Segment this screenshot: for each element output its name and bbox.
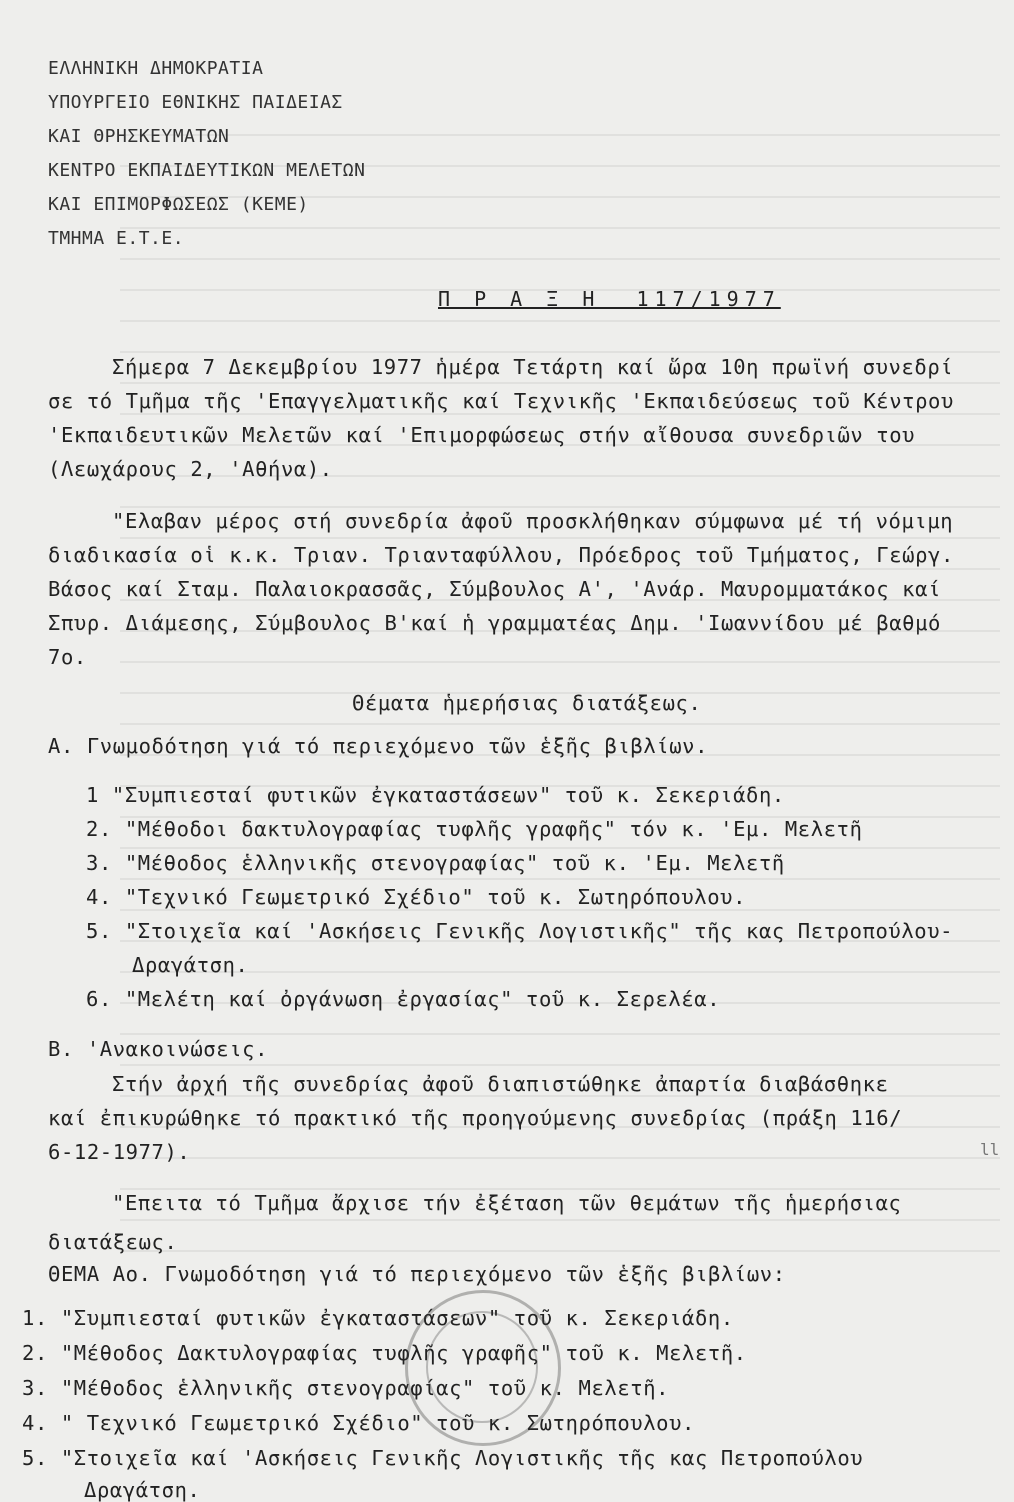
margin-mark: ll	[980, 1140, 1000, 1159]
text-line: Στήν ἀρχή τῆς συνεδρίας ἀφοῦ διαπιστώθηκε ἀπαρτία διαβάσθηκε	[112, 1072, 889, 1096]
header-line-4: ΚΕΝΤΡΟ ΕΚΠΑΙΔΕΥΤΙΚΩΝ ΜΕΛΕΤΩΝ	[48, 160, 366, 181]
text-line: διατάξεως.	[48, 1230, 178, 1254]
list-item: 1 "Συμπιεσταί φυτικῶν ἐγκαταστάσεων" τοῦ κ. Σεκεριάδη.	[86, 783, 785, 807]
text-line: καί ἐπικυρώθηκε τό πρακτικό τῆς προηγούμενης συνεδρίας (πράξη 116/	[48, 1106, 903, 1130]
header-line-5: ΚΑΙ ΕΠΙΜΟΡΦΩΣΕΩΣ (ΚΕΜΕ)	[48, 194, 309, 215]
list-item: 3. "Μέθοδος ἑλληνικῆς στενογραφίας" τοῦ κ. Μελετῆ.	[22, 1376, 670, 1400]
official-seal-stamp	[405, 1290, 561, 1446]
list-item: 5. "Στοιχεῖα καί 'Ασκήσεις Γενικῆς Λογιστικῆς" τῆς κας Πετροπούλου-	[86, 919, 954, 943]
list-item: 3. "Μέθοδος ἑλληνικῆς στενογραφίας" τοῦ κ. 'Εμ. Μελετῆ	[86, 851, 785, 875]
text-line: "Επειτα τό Τμῆμα ἄρχισε τήν ἐξέταση τῶν θεμάτων τῆς ἡμερήσιας	[112, 1191, 902, 1215]
agenda-heading: Θέματα ἡμερήσιας διατάξεως.	[352, 691, 702, 715]
list-item: 5. "Στοιχεῖα καί 'Ασκήσεις Γενικῆς Λογιστικῆς τῆς κας Πετροπούλου	[22, 1446, 864, 1470]
text-line: 6-12-1977).	[48, 1140, 191, 1164]
document-title: Π Ρ Α Ξ Η 117/1977	[438, 287, 781, 311]
text-line: σε τό Τμῆμα τῆς 'Επαγγελματικῆς καί Τεχνικῆς 'Εκπαιδεύσεως τοῦ Κέντρου	[48, 389, 954, 413]
text-line: (Λεωχάρους 2, 'Αθήνα).	[48, 457, 333, 481]
header-line-6: ΤΜΗΜΑ Ε.Τ.Ε.	[48, 228, 185, 249]
seal-inner-ring	[426, 1311, 538, 1423]
text-line: Β. 'Ανακοινώσεις.	[48, 1037, 269, 1061]
list-item: 6. "Μελέτη καί ὀργάνωση ἐργασίας" τοῦ κ. Σερελέα.	[86, 987, 721, 1011]
list-item: 4. "Τεχνικό Γεωμετρικό Σχέδιο" τοῦ κ. Σωτηρόπουλου.	[86, 885, 747, 909]
list-item: 4. " Τεχνικό Γεωμετρικό Σχέδιο" τοῦ κ. Σωτηρόπουλου.	[22, 1411, 695, 1435]
list-item: 2. "Μέθοδοι δακτυλογραφίας τυφλῆς γραφῆς" τόν κ. 'Εμ. Μελετῆ	[86, 817, 863, 841]
list-item: 2. "Μέθοδος Δακτυλογραφίας τυφλῆς γραφῆς" τοῦ κ. Μελετῆ.	[22, 1341, 747, 1365]
text-line: Σπυρ. Διάμεσης, Σύμβουλος Β'καί ἡ γραμματέας Δημ. 'Ιωαννίδου μέ βαθμό	[48, 611, 942, 635]
header-line-2: ΥΠΟΥΡΓΕΙΟ ΕΘΝΙΚΗΣ ΠΑΙΔΕΙΑΣ	[48, 92, 343, 113]
text-line: Α. Γνωμοδότηση γιά τό περιεχόμενο τῶν ἑξῆς βιβλίων.	[48, 734, 709, 758]
topic-heading: ΘΕΜΑ Αο. Γνωμοδότηση γιά τό περιεχόμενο τῶν ἑξῆς βιβλίων:	[48, 1262, 786, 1286]
text-line: Σήμερα 7 Δεκεμβρίου 1977 ἡμέρα Τετάρτη καί ὥρα 10η πρωϊνή συνεδρί	[112, 355, 954, 379]
text-line: διαδικασία οἱ κ.κ. Τριαν. Τριανταφύλλου, Πρόεδρος τοῦ Τμήματος, Γεώργ.	[48, 543, 954, 567]
text-line: 'Εκπαιδευτικῶν Μελετῶν καί 'Επιμορφώσεως στήν αἴθουσα συνεδριῶν του	[48, 423, 916, 447]
text-line: Βάσος καί Σταμ. Παλαιοκρασσᾶς, Σύμβουλος Α', 'Ανάρ. Μαυρομματάκος καί	[48, 577, 942, 601]
list-item-continuation: Δραγάτση.	[132, 953, 249, 977]
list-item-continuation: Δραγάτση.	[84, 1478, 201, 1502]
list-item: 1. "Συμπιεσταί φυτικῶν ἐγκαταστάσεων" τοῦ κ. Σεκεριάδη.	[22, 1306, 734, 1330]
header-line-3: ΚΑΙ ΘΡΗΣΚΕΥΜΑΤΩΝ	[48, 126, 230, 147]
text-line: "Ελαβαν μέρος στή συνεδρία ἀφοῦ προσκλήθηκαν σύμφωνα μέ τή νόμιμη	[112, 509, 954, 533]
header-line-1: ΕΛΛΗΝΙΚΗ ΔΗΜΟΚΡΑΤΙΑ	[48, 58, 264, 79]
text-line: 7ο.	[48, 645, 87, 669]
